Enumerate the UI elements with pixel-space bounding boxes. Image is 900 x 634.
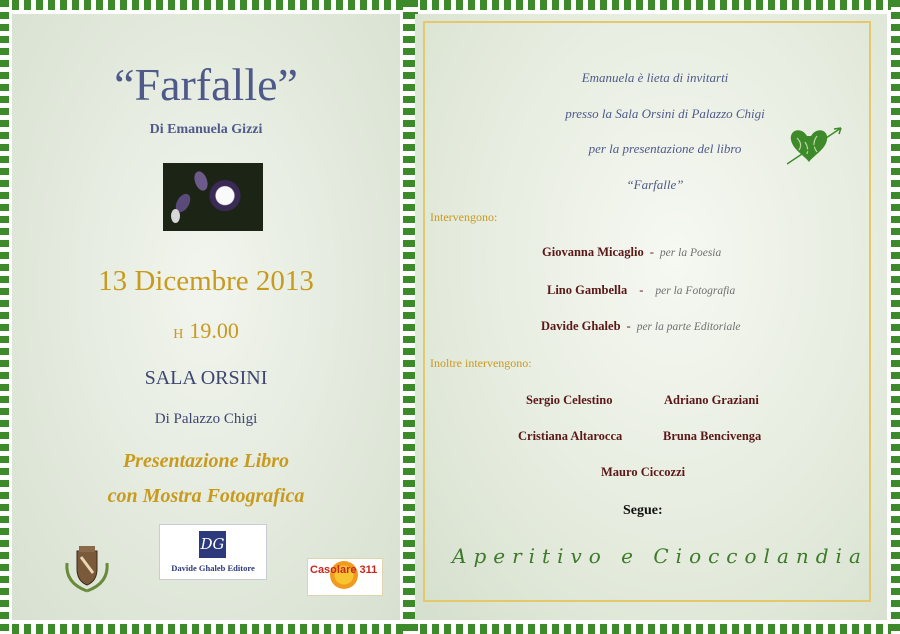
event-aperitivo: Aperitivo e Cioccolandia: [452, 544, 868, 568]
intro-line-3: per la presentazione del libro: [588, 141, 742, 156]
venue-subtitle: Di Palazzo Chigi: [154, 411, 258, 427]
other-speaker: Bruna Bencivenga: [663, 429, 762, 443]
other-speakers-heading: Inoltre intervengono:: [430, 356, 532, 370]
other-speaker: Cristiana Altarocca: [518, 429, 623, 443]
speaker-name: Davide Ghaleb: [541, 319, 621, 333]
presentation-line-1: Presentazione Libro: [122, 450, 290, 472]
book-title: “Farfalle”: [114, 59, 298, 110]
top-border: [0, 0, 900, 10]
intro-line-1: Emanuela è lieta di invitarti: [581, 70, 729, 85]
speaker-row: [542, 245, 721, 260]
follows-label: Segue:: [623, 503, 663, 518]
speaker-separator: -: [626, 319, 631, 333]
speakers-heading: Intervengono:: [430, 210, 498, 224]
speaker-role: per la parte Editoriale: [636, 321, 741, 333]
time-value: 19.00: [189, 318, 239, 343]
dg-mark: DG: [199, 531, 226, 558]
speaker-separator: -: [649, 245, 654, 259]
casolare-logo: [307, 558, 383, 596]
casolare-label: Casolare 311: [310, 564, 378, 576]
pansy-photo: [163, 163, 263, 231]
coat-of-arms-logo: [63, 543, 111, 593]
speaker-name: Giovanna Micaglio: [542, 245, 644, 259]
speaker-role: per la Fotografia: [655, 285, 736, 297]
bottom-border: [0, 624, 900, 634]
speaker-row: [541, 319, 741, 334]
event-date: 13 Dicembre 2013: [98, 265, 314, 297]
book-author: Di Emanuela Gizzi: [149, 122, 263, 137]
event-time: [12, 318, 400, 344]
speaker-row: [547, 283, 735, 298]
speaker-role: per la Poesia: [659, 247, 722, 259]
left-border: [0, 0, 9, 634]
heart-arrow-icon: [787, 124, 843, 166]
speaker-name: Lino Gambella: [547, 283, 628, 297]
other-speaker: Adriano Graziani: [664, 393, 759, 407]
time-prefix: H: [173, 327, 184, 342]
intro-line-4: “Farfalle”: [626, 177, 684, 192]
intro-line-2: presso la Sala Orsini di Palazzo Chigi: [565, 106, 765, 121]
other-speaker: Sergio Celestino: [526, 393, 613, 407]
dg-label: Davide Ghaleb Editore: [171, 563, 255, 573]
davide-ghaleb-editore-logo: [159, 524, 267, 580]
right-border: [891, 0, 900, 634]
presentation-line-2: con Mostra Fotografica: [107, 485, 305, 507]
speaker-separator: -: [639, 283, 644, 297]
other-speaker: Mauro Ciccozzi: [601, 465, 686, 479]
venue-name: SALA ORSINI: [144, 367, 268, 389]
